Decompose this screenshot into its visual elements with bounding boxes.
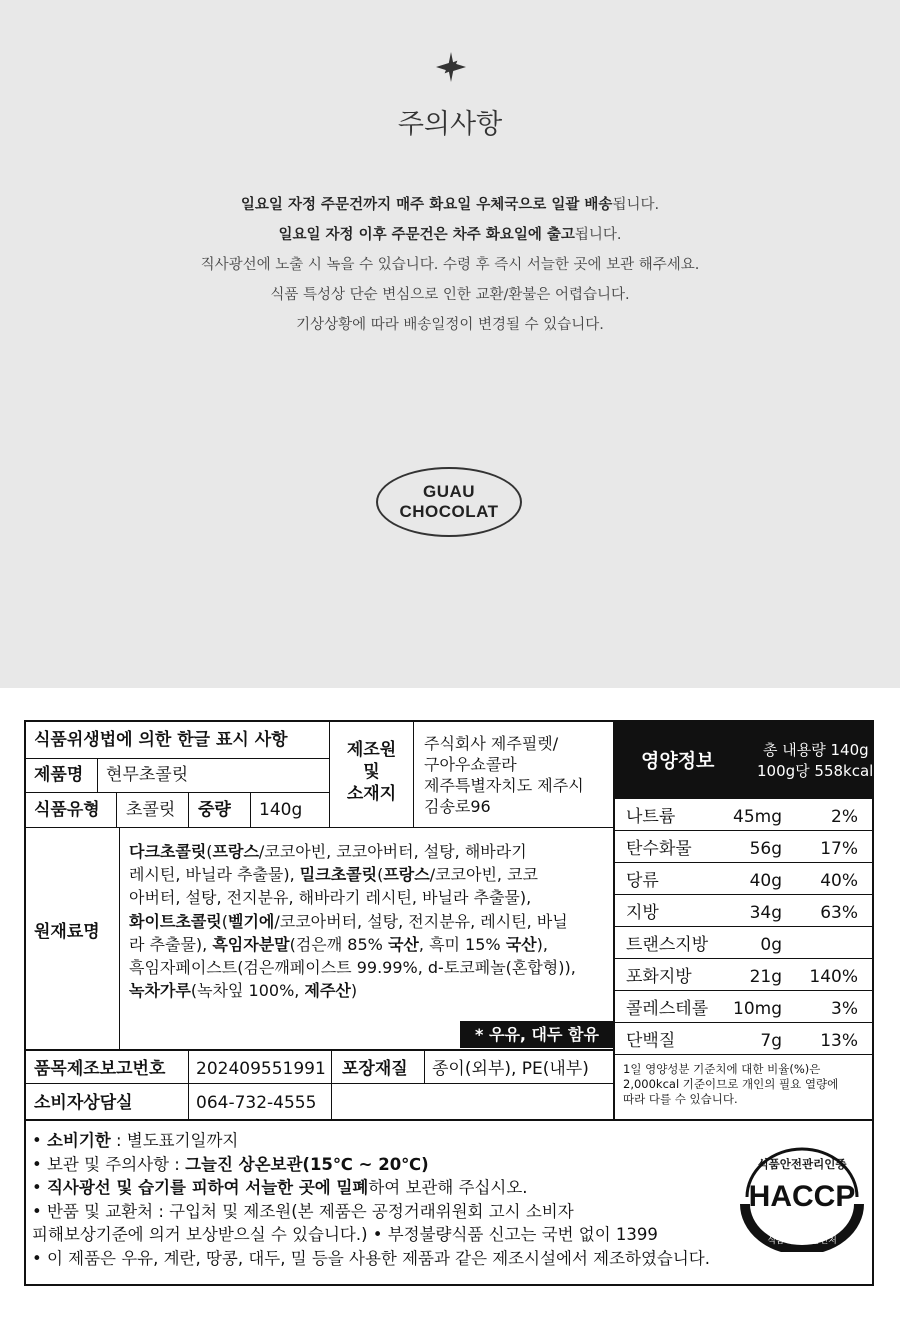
ingredient-line — [129, 840, 576, 863]
note-line — [32, 1247, 710, 1271]
ingredient-line — [129, 956, 576, 979]
ingredient-run: 국산 — [387, 934, 419, 954]
ingredient-run: ( — [206, 842, 213, 861]
note-run: 소비기한 — [46, 1131, 111, 1150]
ingredient-run: ), — [536, 934, 548, 954]
brand-logo: GUAU CHOCOLAT — [376, 467, 522, 537]
ingredient-run: 프랑스 — [383, 865, 430, 885]
nutrition-total: 총 내용량 140g — [763, 741, 869, 759]
manufacturer-label: 제조원 및 소재지 — [346, 740, 397, 804]
ingredient-run: 흑임자페이스트(검은깨페이스트 99.99%, d-토코페놀(혼합형)), — [129, 958, 576, 978]
consumer-label: 소비자상담실 — [34, 1093, 133, 1113]
note-run: 그늘진 상온보관(15℃ ~ 20℃) — [185, 1154, 429, 1174]
food-type-value: 초콜릿 — [126, 800, 176, 820]
nutrient-percent: 40% — [820, 871, 858, 891]
ingredient-run: 흑임자분말 — [212, 934, 290, 954]
nutrient-name: 단백질 — [626, 1031, 676, 1051]
packaging-label: 포장재질 — [342, 1059, 408, 1079]
report-no-value: 202409551991 — [196, 1059, 326, 1079]
note-run: 하여 보관해 주십시오. — [368, 1178, 528, 1197]
ingredient-run: 화이트초콜릿 — [129, 911, 222, 931]
ingredient-run: 국산 — [505, 934, 537, 954]
ingredient-run: 다크초콜릿 — [129, 842, 207, 861]
note-run: • — [32, 1178, 47, 1197]
notice-line-3: 직사광선에 노출 시 녹을 수 있습니다. 수령 후 즉시 서늘한 곳에 보관 해주세요. — [200, 257, 700, 273]
product-name-label: 제품명 — [34, 765, 84, 785]
star-burst-icon — [436, 52, 466, 82]
ingredient-run: 프랑스 — [212, 842, 259, 861]
notice-title: 주의사항 — [397, 109, 503, 140]
ingredient-run: ( — [221, 911, 228, 931]
ingredient-run: /코코아빈, 코코 — [429, 865, 538, 885]
product-name-value: 현무초콜릿 — [106, 765, 189, 785]
note-line — [32, 1129, 710, 1153]
ingredient-line — [129, 910, 576, 933]
note-line — [32, 1223, 710, 1247]
nutrient-name: 나트륨 — [626, 807, 676, 827]
nutrient-amount: 40g — [749, 871, 782, 891]
note-line — [32, 1176, 710, 1200]
ingredient-run: 제주산 — [304, 981, 351, 1001]
nutrient-percent: 17% — [820, 839, 858, 859]
nutrient-percent: 2% — [831, 807, 858, 827]
ingredient-run: (검은깨 85% — [289, 934, 388, 954]
consumer-phone: 064-732-4555 — [196, 1093, 317, 1113]
nutrition-per: 100g당 558kcal — [757, 762, 874, 780]
nutrient-amount: 0g — [760, 935, 782, 955]
ingredient-run: /코코아빈, 코코아버터, 설탕, 해바라기 — [258, 842, 527, 861]
ingredient-run: 아버터, 설탕, 전지분유, 해바라기 레시틴, 바닐라 추출물), — [129, 888, 532, 908]
ingredient-run: 밀크초콜릿 — [299, 865, 378, 885]
report-no-label: 품목제조보고번호 — [34, 1059, 166, 1079]
nutrient-name: 지방 — [626, 903, 659, 923]
note-run: : 별도표기일까지 — [110, 1131, 239, 1150]
nutrient-amount: 34g — [749, 903, 782, 923]
nutrient-name: 트랜스지방 — [626, 935, 709, 955]
svg-text:식품안전관리인증: 식품안전관리인증 — [757, 1157, 847, 1171]
ingredients-text — [129, 840, 576, 1002]
haccp-certification-mark — [737, 1142, 867, 1252]
nutrient-percent: 3% — [831, 999, 858, 1019]
nutrient-amount: 21g — [749, 967, 782, 987]
label-header: 식품위생법에 의한 한글 표시 사항 — [34, 730, 288, 750]
weight-label: 중량 — [198, 800, 231, 820]
allergy-notice: * 우유, 대두 함유 — [460, 1021, 614, 1048]
note-run: • 이 제품은 우유, 계란, 땅콩, 대두, 밀 등을 사용한 제품과 같은 제조시설에서 제조하였습니다. — [32, 1248, 710, 1268]
ingredients-label: 원재료명 — [34, 922, 100, 942]
ingredient-line — [129, 933, 576, 956]
ingredient-line — [129, 863, 576, 886]
nutrient-percent: 140% — [809, 967, 858, 987]
weight-value: 140g — [259, 800, 303, 820]
ingredient-line — [129, 886, 576, 909]
svg-text:식품의약품안전처: 식품의약품안전처 — [767, 1236, 837, 1246]
notice-line-1: 일요일 자정 주문건까지 매주 화요일 우체국으로 일괄 배송됩니다. — [240, 197, 660, 213]
ingredient-run: 레시틴, 바닐라 추출물), — [129, 865, 300, 885]
ingredient-run: ( — [377, 865, 384, 885]
ingredient-run: /코코아버터, 설탕, 전지분유, 레시틴, 바닐 — [274, 911, 568, 931]
ingredient-line — [129, 979, 576, 1002]
nutrient-name: 당류 — [626, 871, 659, 891]
food-label-table — [24, 720, 874, 1286]
notice-line-5: 기상상황에 따라 배송일정이 변경될 수 있습니다. — [296, 317, 604, 333]
ingredient-run: 벨기에 — [228, 911, 275, 931]
nutrition-header — [615, 722, 874, 799]
storage-notes — [32, 1129, 710, 1270]
food-type-label: 식품유형 — [34, 800, 100, 820]
notice-line-4: 식품 특성상 단순 변심으로 인한 교환/환불은 어렵습니다. — [270, 287, 630, 303]
svg-text:HACCP: HACCP — [748, 1180, 856, 1213]
nutrition-footnote: 1일 영양성분 기준치에 대한 비율(%)은 2,000kcal 기준이므로 개인의 필요 열량에 따라 다를 수 있습니다. — [623, 1062, 839, 1106]
note-run: • 보관 및 주의사항 : — [32, 1154, 186, 1174]
note-run: 피해보상기준에 의거 보상받으실 수 있습니다.) • 부정불량식품 신고는 국번 없이 1399 — [32, 1225, 658, 1244]
nutrient-amount: 7g — [760, 1031, 782, 1051]
ingredient-run: (녹차잎 100%, — [190, 981, 305, 1001]
nutrient-amount: 56g — [749, 839, 782, 859]
note-line — [32, 1200, 710, 1224]
ingredient-run: 라 추출물), — [129, 934, 213, 954]
nutrient-name: 포화지방 — [626, 967, 692, 987]
ingredient-run: 녹차가루 — [129, 981, 191, 1001]
nutrient-percent: 13% — [820, 1031, 858, 1051]
note-run: • — [32, 1131, 47, 1150]
ingredient-run: , 흑미 15% — [418, 934, 506, 954]
note-run: 직사광선 및 습기를 피하여 서늘한 곳에 밀폐 — [46, 1178, 369, 1197]
nutrition-title: 영양정보 — [641, 750, 715, 772]
note-run: • 반품 및 교환처 : 구입처 및 제조원(본 제품은 공정거래위원회 고시 소비자 — [32, 1201, 574, 1221]
nutrient-name: 탄수화물 — [626, 839, 692, 859]
packaging-value: 종이(외부), PE(내부) — [432, 1059, 589, 1079]
nutrient-percent: 63% — [820, 903, 858, 923]
nutrient-name: 콜레스테롤 — [626, 999, 709, 1019]
ingredient-run: ) — [350, 981, 358, 1001]
note-line — [32, 1153, 710, 1177]
nutrient-amount: 45mg — [733, 807, 782, 827]
manufacturer-value: 주식회사 제주필렛/ 구아우쇼콜라 제주특별자치도 제주시 김송로96 — [424, 734, 584, 816]
notice-line-2: 일요일 자정 이후 주문건은 차주 화요일에 출고됩니다. — [278, 227, 622, 243]
nutrient-amount: 10mg — [733, 999, 782, 1019]
